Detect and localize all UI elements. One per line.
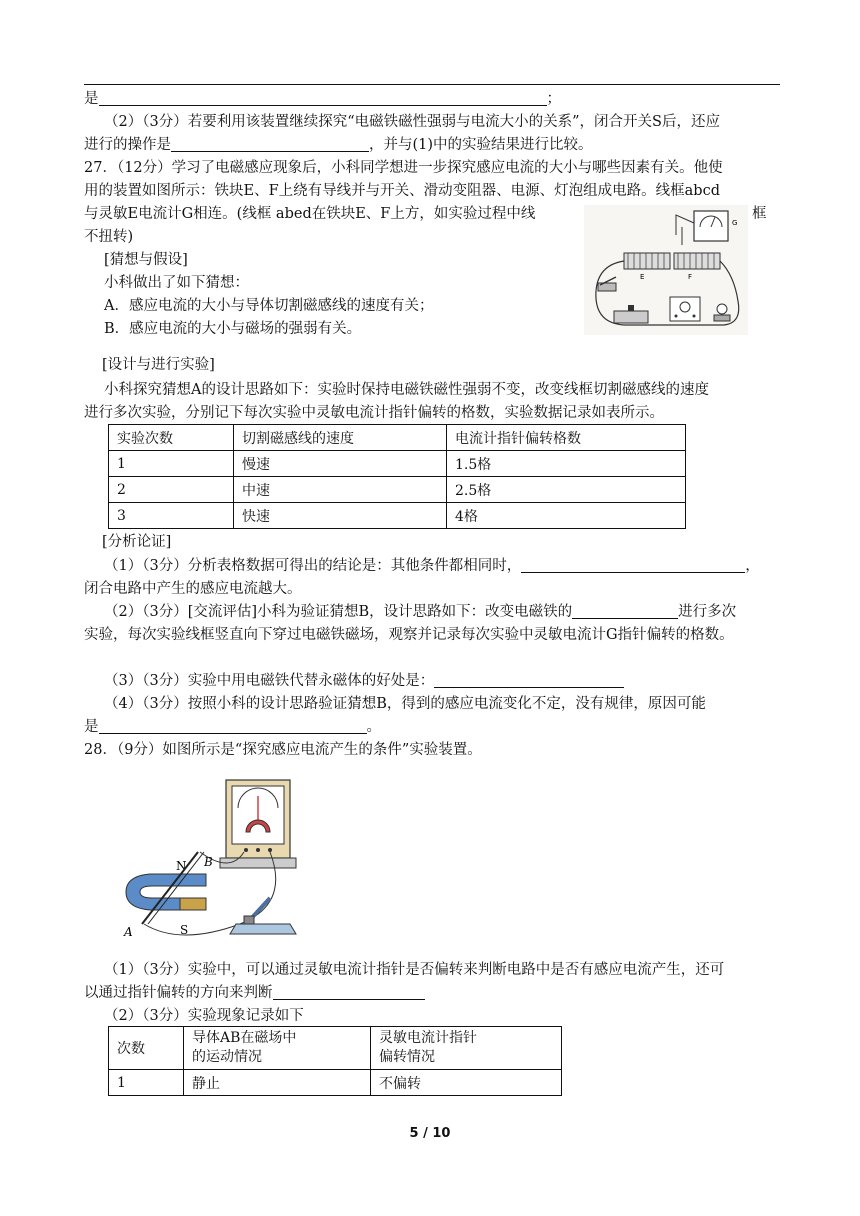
apparatus-diagram-2 xyxy=(120,774,306,946)
table-header-cell: 切割磁感线的速度 xyxy=(234,425,447,451)
answer-blank xyxy=(434,671,624,688)
hypothesis-a: A．感应电流的大小与导体切割磁感线的速度有关； xyxy=(104,298,434,314)
analysis-1-line2: 闭合电路中产生的感应电流越大。 xyxy=(84,581,302,597)
q28-data-table xyxy=(108,1026,562,1096)
hypothesis-heading: [猜想与假设] xyxy=(104,252,188,268)
analysis-4-pre: 是 xyxy=(84,719,99,735)
table-cell: 静止 xyxy=(184,1070,371,1096)
answer-blank xyxy=(273,983,425,1000)
answer-blank xyxy=(99,89,547,106)
analysis-4-line2 xyxy=(84,717,780,737)
table-row xyxy=(109,477,686,503)
q27-intro-line4: 不扭转) xyxy=(84,229,134,245)
table-cell: 1 xyxy=(109,451,234,477)
table-cell: 中速 xyxy=(234,477,447,503)
table-header-cell: 次数 xyxy=(109,1027,184,1070)
analysis-2-post: 进行多次 xyxy=(678,604,737,620)
q26-line1-post: ； xyxy=(546,91,561,107)
analysis-4-post: 。 xyxy=(366,719,381,735)
design-heading: [设计与进行实验] xyxy=(102,357,215,373)
header-line: 导体AB在磁场中 xyxy=(192,1030,297,1046)
q27-data-table xyxy=(108,424,686,529)
page-number: 5 / 10 xyxy=(409,1126,451,1141)
table-cell: 3 xyxy=(109,503,234,529)
analysis-4-line1: （4）（3分）按照小科的设计思路验证猜想B，得到的感应电流变化不定，没有规律，原因可能 xyxy=(104,696,706,712)
analysis-1-line1 xyxy=(104,556,780,576)
answer-line-top xyxy=(84,84,780,85)
label-f: F xyxy=(688,273,693,281)
answer-blank xyxy=(99,717,367,734)
q28-part1-pre: 以通过指针偏转的方向来判断 xyxy=(84,985,273,1001)
table-cell: 4格 xyxy=(447,503,686,529)
design-line1: 小科探究猜想A的设计思路如下：实验时保持电磁铁磁性强弱不变，改变线框切割磁感线的速度 xyxy=(104,382,709,398)
q28-intro: 28．（9分）如图所示是“探究感应电流产生的条件”实验装置。 xyxy=(84,742,482,758)
table-header-row xyxy=(109,1027,562,1070)
analysis-1-post: ， xyxy=(745,558,760,574)
analysis-3-pre: （3）（3分）实验中用电磁铁代替永磁体的好处是： xyxy=(104,673,435,689)
q27-intro-line3: 与灵敏E电流计G相连。(线框 abed在铁块E、F上方，如实验过程中线 xyxy=(84,206,536,222)
analysis-2-line2: 实验，每次实验线框竖直向下穿过电磁铁磁场，观察并记录每次实验中灵敏电流计G指针偏转的格数。 xyxy=(84,627,734,643)
analysis-2-line1 xyxy=(104,602,780,622)
label-s: S xyxy=(180,923,189,937)
hypothesis-b: B．感应电流的大小与磁场的强弱有关。 xyxy=(104,321,362,337)
label-e: E xyxy=(640,273,645,281)
label-b: B xyxy=(204,855,213,869)
header-line: 偏转情况 xyxy=(379,1049,435,1065)
hypothesis-lead: 小科做出了如下猜想： xyxy=(104,275,249,291)
label-a: A xyxy=(124,925,133,939)
table-header-cell: 实验次数 xyxy=(109,425,234,451)
header-line: 的运动情况 xyxy=(192,1049,262,1065)
table-cell: 2.5格 xyxy=(447,477,686,503)
q26-part2-pre: 进行的操作是 xyxy=(84,137,171,153)
answer-blank xyxy=(572,602,678,619)
table-row xyxy=(109,503,686,529)
q27-intro-line1: 27．（12分）学习了电磁感应现象后，小科同学想进一步探究感应电流的大小与哪些因素有关。他使 xyxy=(84,160,723,176)
table-cell: 快速 xyxy=(234,503,447,529)
analysis-1-pre: （1）（3分）分析表格数据可得出的结论是：其他条件都相同时， xyxy=(104,558,522,574)
label-n: N xyxy=(176,859,187,873)
analysis-heading: [分析论证] xyxy=(102,534,172,550)
q26-line1-pre: 是 xyxy=(84,91,99,107)
table-header-cell: 电流计指针偏转格数 xyxy=(447,425,686,451)
apparatus-diagram-1 xyxy=(584,205,748,335)
apparatus-figure-1 xyxy=(584,205,748,335)
table-cell: 2 xyxy=(109,477,234,503)
analysis-3 xyxy=(104,671,780,691)
header-line: 灵敏电流计指针 xyxy=(379,1030,477,1046)
table-cell: 1.5格 xyxy=(447,451,686,477)
q27-intro-line2: 用的装置如图所示：铁块E、F上绕有导线并与开关、滑动变阻器、电源、灯泡组成电路。线框abcd xyxy=(84,183,720,199)
q28-part1-line2 xyxy=(84,983,780,1003)
answer-blank xyxy=(171,135,369,152)
design-line2: 进行多次实验，分别记下每次实验中灵敏电流计指针偏转的格数，实验数据记录如表所示。 xyxy=(84,405,664,421)
table-row xyxy=(109,1070,562,1096)
table-header-cell xyxy=(371,1027,562,1070)
table-cell: 1 xyxy=(109,1070,184,1096)
table-header-cell xyxy=(184,1027,371,1070)
table-cell: 不偏转 xyxy=(371,1070,562,1096)
analysis-2-pre: （2）（3分）[交流评估]小科为验证猜想B，设计思路如下：改变电磁铁的 xyxy=(104,604,573,620)
q26-part2-post: ，并与(1)中的实验结果进行比较。 xyxy=(369,137,593,153)
q27-intro-line3-end: 框 xyxy=(752,206,767,222)
q28-part1-line1: （1）（3分）实验中，可以通过灵敏电流计指针是否偏转来判断电路中是否有感应电流产生，还可 xyxy=(104,962,725,978)
table-row xyxy=(109,451,686,477)
q26-part2-line2 xyxy=(84,135,780,155)
table-cell: 慢速 xyxy=(234,451,447,477)
q26-part2-line1: （2）（3分）若要利用该装置继续探究“电磁铁磁性强弱与电流大小的关系”，闭合开关S后，还应 xyxy=(104,114,720,130)
q26-line1 xyxy=(84,89,780,109)
table-header-row xyxy=(109,425,686,451)
q28-part2: （2）（3分）实验现象记录如下 xyxy=(104,1008,304,1024)
apparatus-figure-2 xyxy=(120,774,306,946)
answer-blank xyxy=(521,556,745,573)
label-g: G xyxy=(732,219,738,227)
